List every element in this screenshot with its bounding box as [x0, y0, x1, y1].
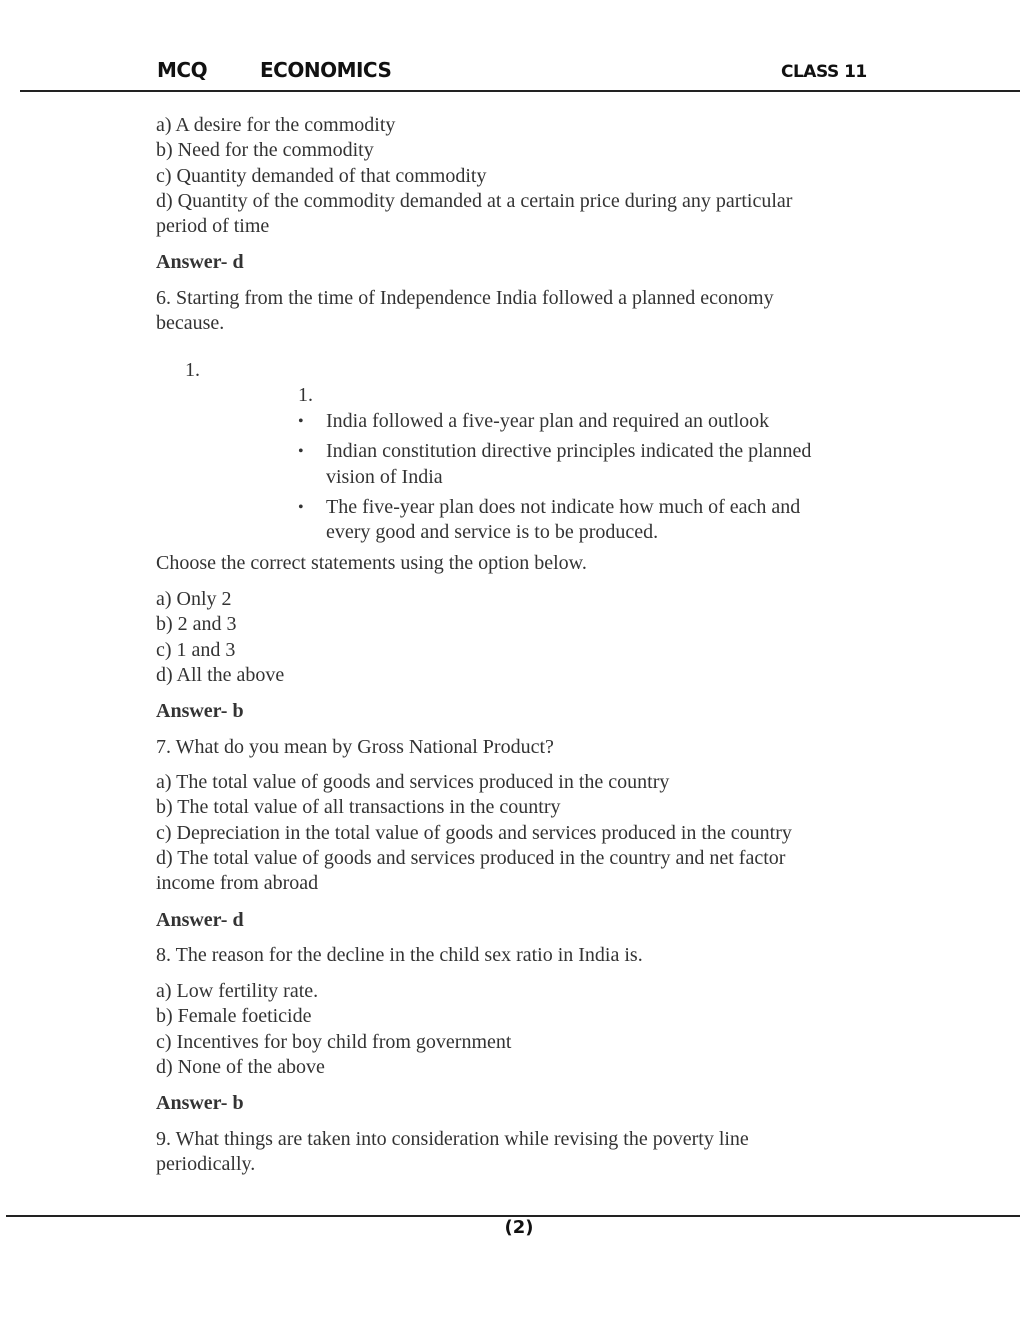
q7-question: 7. What do you mean by Gross National Product? — [156, 736, 554, 758]
q6-prompt: Choose the correct statements using the option below. — [156, 552, 587, 574]
question-line: periodically. — [156, 1153, 256, 1176]
q6-answer: Answer- b — [156, 700, 244, 722]
option: c) 1 and 3 — [156, 638, 236, 661]
question-line: 6. Starting from the time of Independence India followed a planned economy — [156, 287, 774, 309]
option: d) The total value of goods and services produced in the country and net factor — [156, 846, 786, 869]
question-line: 9. What things are taken into consideration while revising the poverty line — [156, 1128, 749, 1150]
option: d) None of the above — [156, 1055, 325, 1078]
question-line: because. — [156, 312, 225, 335]
option: b) The total value of all transactions in the country — [156, 796, 561, 819]
q5-answer: Answer- d — [156, 251, 244, 273]
q8-answer: Answer- b — [156, 1092, 244, 1114]
option: b) 2 and 3 — [156, 613, 237, 636]
q7-options — [156, 770, 876, 896]
q6-outer-number: 1. — [185, 359, 200, 381]
q8-question: 8. The reason for the decline in the child sex ratio in India is. — [156, 944, 643, 966]
statement: • The five-year plan does not indicate how much of each and every good and service is to be produced. — [300, 495, 860, 546]
option: income from abroad — [156, 872, 319, 895]
q6-options — [156, 587, 876, 688]
q6-statements — [300, 409, 860, 550]
header-subject: ECONOMICS — [260, 58, 392, 82]
option: c) Depreciation in the total value of goods and services produced in the country — [156, 821, 792, 844]
option: b) Need for the commodity — [156, 139, 374, 162]
option: period of time — [156, 215, 270, 238]
option: a) A desire for the commodity — [156, 114, 396, 136]
option: c) Incentives for boy child from government — [156, 1030, 512, 1053]
option: c) Quantity demanded of that commodity — [156, 164, 487, 187]
page-number: (2) — [504, 1217, 534, 1238]
q5-options — [156, 113, 876, 239]
option: d) All the above — [156, 663, 285, 686]
statement: • Indian constitution directive principles indicated the planned vision of India — [300, 439, 860, 490]
q7-answer: Answer- d — [156, 909, 244, 931]
option: b) Female foeticide — [156, 1005, 312, 1028]
q6-question — [156, 286, 876, 337]
header-class: CLASS 11 — [781, 62, 867, 82]
q8-options — [156, 979, 876, 1080]
header-rule — [20, 90, 1020, 92]
option: a) Only 2 — [156, 588, 232, 610]
option: a) Low fertility rate. — [156, 980, 319, 1002]
q6-inner-number: 1. — [298, 384, 313, 406]
option: d) Quantity of the commodity demanded at a certain price during any particular — [156, 189, 793, 212]
header-mcq: MCQ — [157, 58, 208, 82]
q9-question — [156, 1127, 876, 1178]
statement: • India followed a five-year plan and required an outlook — [300, 409, 860, 434]
option: a) The total value of goods and services produced in the country — [156, 771, 670, 793]
